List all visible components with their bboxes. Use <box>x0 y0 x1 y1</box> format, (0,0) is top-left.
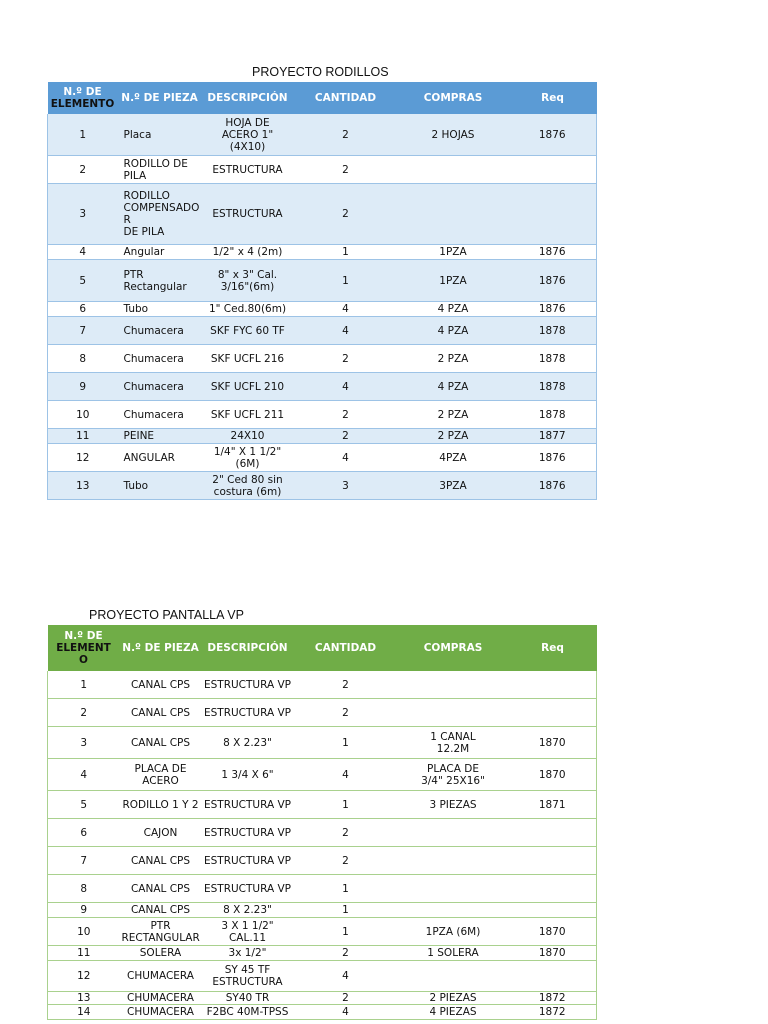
cell-pieza: CANAL CPS <box>120 699 202 727</box>
cell-pieza: CHUMACERA <box>120 1005 202 1020</box>
rodillos-header-row <box>48 82 597 114</box>
cell-cantidad: 2 <box>294 345 398 373</box>
cell-compras <box>398 671 509 699</box>
table-row <box>48 791 597 819</box>
cell-compras <box>398 819 509 847</box>
cell-req: 1876 <box>509 245 597 260</box>
cell-elemento: 10 <box>48 918 120 946</box>
table-row <box>48 992 597 1005</box>
cell-compras: 4 PZA <box>398 302 509 317</box>
cell-descripcion: 1/2" x 4 (2m) <box>202 245 294 260</box>
cell-pieza: PEINE <box>118 429 202 444</box>
table-row <box>48 671 597 699</box>
cell-req: 1878 <box>509 317 597 345</box>
cell-req: 1878 <box>509 345 597 373</box>
cell-cantidad: 2 <box>294 699 398 727</box>
cell-compras: 4 PIEZAS <box>398 1005 509 1020</box>
cell-elemento: 9 <box>48 373 118 401</box>
cell-cantidad: 2 <box>294 114 398 156</box>
cell-elemento: 12 <box>48 444 118 472</box>
cell-pieza: Chumacera <box>118 401 202 429</box>
cell-pieza: CANAL CPS <box>120 727 202 759</box>
table-row <box>48 918 597 946</box>
header-descripcion: DESCRIPCIÓN <box>202 82 294 114</box>
cell-req: 1876 <box>509 472 597 500</box>
cell-pieza: PLACA DE ACERO <box>120 759 202 791</box>
rodillos-table <box>47 82 597 500</box>
cell-compras <box>398 847 509 875</box>
table-row <box>48 699 597 727</box>
cell-elemento: 11 <box>48 429 118 444</box>
cell-req: 1876 <box>509 260 597 302</box>
cell-descripcion: ESTRUCTURA VP <box>202 699 294 727</box>
cell-descripcion: F2BC 40M-TPSS <box>202 1005 294 1020</box>
header-compras: COMPRAS <box>398 82 509 114</box>
cell-descripcion: ESTRUCTURA <box>202 156 294 184</box>
cell-pieza: Angular <box>118 245 202 260</box>
cell-pieza: ANGULAR <box>118 444 202 472</box>
table-row <box>48 444 597 472</box>
cell-elemento: 4 <box>48 759 120 791</box>
cell-req <box>509 903 597 918</box>
table-row <box>48 156 597 184</box>
table-row <box>48 184 597 245</box>
cell-compras <box>398 156 509 184</box>
table-row <box>48 401 597 429</box>
cell-compras: 1 CANAL 12.2M <box>398 727 509 759</box>
cell-req <box>509 961 597 992</box>
cell-cantidad: 2 <box>294 671 398 699</box>
cell-req: 1870 <box>509 918 597 946</box>
cell-descripcion: 1 3/4 X 6" <box>202 759 294 791</box>
cell-cantidad: 1 <box>294 903 398 918</box>
cell-descripcion: ESTRUCTURA VP <box>202 671 294 699</box>
header-pieza: N.º DE PIEZA <box>118 82 202 114</box>
table-row <box>48 472 597 500</box>
header-cantidad: CANTIDAD <box>294 82 398 114</box>
table-row <box>48 245 597 260</box>
cell-descripcion: ESTRUCTURA <box>202 184 294 245</box>
cell-cantidad: 1 <box>294 260 398 302</box>
cell-pieza: CHUMACERA <box>120 992 202 1005</box>
cell-compras <box>398 961 509 992</box>
cell-req: 1872 <box>509 992 597 1005</box>
cell-compras: 1PZA <box>398 260 509 302</box>
table-row <box>48 819 597 847</box>
cell-elemento: 3 <box>48 727 120 759</box>
cell-pieza: CHUMACERA <box>120 961 202 992</box>
cell-compras: 2 PZA <box>398 345 509 373</box>
table-row <box>48 429 597 444</box>
cell-compras: 4PZA <box>398 444 509 472</box>
cell-cantidad: 2 <box>294 992 398 1005</box>
header-elemento: N.º DE ELEMENTO <box>48 82 118 114</box>
cell-pieza: Tubo <box>118 472 202 500</box>
cell-pieza: CANAL CPS <box>120 903 202 918</box>
cell-compras <box>398 184 509 245</box>
cell-descripcion: 3 X 1 1/2" CAL.11 <box>202 918 294 946</box>
cell-compras: 2 HOJAS <box>398 114 509 156</box>
table-row <box>48 727 597 759</box>
cell-pieza: CAJON <box>120 819 202 847</box>
cell-cantidad: 4 <box>294 302 398 317</box>
cell-elemento: 7 <box>48 847 120 875</box>
cell-cantidad: 4 <box>294 444 398 472</box>
table-row <box>48 903 597 918</box>
cell-req: 1877 <box>509 429 597 444</box>
header-req: Req <box>509 82 597 114</box>
cell-req: 1878 <box>509 401 597 429</box>
cell-pieza: Chumacera <box>118 373 202 401</box>
cell-req: 1870 <box>509 727 597 759</box>
pantalla-header-row <box>48 625 597 671</box>
cell-descripcion: 8" x 3" Cal. 3/16"(6m) <box>202 260 294 302</box>
cell-elemento: 8 <box>48 345 118 373</box>
cell-elemento: 4 <box>48 245 118 260</box>
cell-req <box>509 847 597 875</box>
table-row <box>48 260 597 302</box>
cell-descripcion: 24X10 <box>202 429 294 444</box>
rodillos-title: PROYECTO RODILLOS <box>252 65 389 79</box>
cell-compras <box>398 903 509 918</box>
cell-descripcion: 8 X 2.23" <box>202 903 294 918</box>
cell-cantidad: 1 <box>294 727 398 759</box>
cell-req <box>509 699 597 727</box>
cell-elemento: 9 <box>48 903 120 918</box>
cell-elemento: 1 <box>48 114 118 156</box>
cell-elemento: 7 <box>48 317 118 345</box>
cell-descripcion: SKF UCFL 210 <box>202 373 294 401</box>
cell-compras: 4 PZA <box>398 373 509 401</box>
table-row <box>48 961 597 992</box>
table-row <box>48 373 597 401</box>
header-cantidad: CANTIDAD <box>294 625 398 671</box>
cell-pieza: PTR RECTANGULAR <box>121 919 200 944</box>
table-row <box>48 302 597 317</box>
table-row <box>48 317 597 345</box>
cell-descripcion: 1/4" X 1 1/2" (6M) <box>202 444 294 472</box>
cell-descripcion: 8 X 2.23" <box>202 727 294 759</box>
cell-cantidad: 2 <box>294 819 398 847</box>
cell-cantidad: 1 <box>294 791 398 819</box>
cell-compras: 2 PZA <box>398 429 509 444</box>
cell-cantidad: 2 <box>294 184 398 245</box>
cell-compras: 2 PZA <box>398 401 509 429</box>
cell-cantidad: 4 <box>294 317 398 345</box>
cell-compras <box>398 699 509 727</box>
table-row <box>48 345 597 373</box>
cell-elemento: 12 <box>48 961 120 992</box>
cell-elemento: 3 <box>48 184 118 245</box>
cell-cantidad: 4 <box>294 373 398 401</box>
cell-descripcion: SKF UCFL 211 <box>202 401 294 429</box>
cell-descripcion: SKF FYC 60 TF <box>202 317 294 345</box>
cell-descripcion: ESTRUCTURA VP <box>202 847 294 875</box>
cell-req <box>509 156 597 184</box>
cell-compras: 3 PIEZAS <box>398 791 509 819</box>
cell-cantidad: 2 <box>294 847 398 875</box>
cell-pieza: RODILLO COMPENSADO R DE PILA <box>118 184 202 245</box>
pantalla-title: PROYECTO PANTALLA VP <box>89 608 244 622</box>
cell-req: 1878 <box>509 373 597 401</box>
cell-elemento: 5 <box>48 791 120 819</box>
cell-req: 1876 <box>509 444 597 472</box>
pantalla-table <box>47 625 597 1020</box>
cell-elemento: 2 <box>48 699 120 727</box>
cell-compras <box>398 875 509 903</box>
header-pieza: N.º DE PIEZA <box>120 625 202 671</box>
cell-elemento: 6 <box>48 819 120 847</box>
cell-req: 1872 <box>509 1005 597 1020</box>
cell-elemento: 13 <box>48 472 118 500</box>
cell-compras: 1PZA (6M) <box>398 918 509 946</box>
cell-req <box>509 875 597 903</box>
cell-descripcion: HOJA DE ACERO 1" (4X10) <box>202 114 294 156</box>
cell-pieza: Chumacera <box>118 345 202 373</box>
header-elemento: N.º DE ELEMENT O <box>48 625 120 671</box>
cell-req: 1871 <box>509 791 597 819</box>
cell-compras: PLACA DE 3/4" 25X16" <box>398 759 509 791</box>
cell-req <box>509 184 597 245</box>
cell-descripcion: SKF UCFL 216 <box>202 345 294 373</box>
cell-pieza: CANAL CPS <box>120 875 202 903</box>
cell-elemento: 10 <box>48 401 118 429</box>
cell-req <box>509 819 597 847</box>
cell-cantidad: 4 <box>294 759 398 791</box>
header-descripcion: DESCRIPCIÓN <box>202 625 294 671</box>
cell-cantidad: 1 <box>294 918 398 946</box>
cell-elemento: 6 <box>48 302 118 317</box>
cell-cantidad: 1 <box>294 875 398 903</box>
cell-elemento: 14 <box>48 1005 120 1020</box>
cell-req: 1876 <box>509 114 597 156</box>
cell-descripcion: 3x 1/2" <box>202 946 294 961</box>
cell-req <box>509 671 597 699</box>
cell-compras: 4 PZA <box>398 317 509 345</box>
cell-elemento: 5 <box>48 260 118 302</box>
table-row <box>48 759 597 791</box>
cell-descripcion: ESTRUCTURA VP <box>202 791 294 819</box>
header-req: Req <box>509 625 597 671</box>
cell-cantidad: 4 <box>294 961 398 992</box>
table-row <box>48 114 597 156</box>
table-row <box>48 847 597 875</box>
cell-pieza: CANAL CPS <box>120 671 202 699</box>
table-row <box>48 1005 597 1020</box>
cell-descripcion: 2" Ced 80 sin costura (6m) <box>202 472 294 500</box>
cell-req: 1876 <box>509 302 597 317</box>
cell-pieza: Tubo <box>118 302 202 317</box>
cell-pieza: RODILLO 1 Y 2 <box>120 791 202 819</box>
cell-elemento: 13 <box>48 992 120 1005</box>
cell-pieza: Placa <box>118 114 202 156</box>
cell-pieza: CANAL CPS <box>120 847 202 875</box>
cell-descripcion: ESTRUCTURA VP <box>202 875 294 903</box>
cell-elemento: 2 <box>48 156 118 184</box>
cell-cantidad: 2 <box>294 156 398 184</box>
table-row <box>48 946 597 961</box>
cell-cantidad: 2 <box>294 429 398 444</box>
cell-pieza: SOLERA <box>120 946 202 961</box>
cell-cantidad: 1 <box>294 245 398 260</box>
cell-elemento: 1 <box>48 671 120 699</box>
table-row <box>48 875 597 903</box>
cell-compras: 3PZA <box>398 472 509 500</box>
cell-descripcion: SY40 TR <box>202 992 294 1005</box>
cell-cantidad: 2 <box>294 946 398 961</box>
cell-pieza: Chumacera <box>118 317 202 345</box>
cell-cantidad: 4 <box>294 1005 398 1020</box>
cell-pieza: RODILLO DE PILA <box>118 156 202 184</box>
cell-cantidad: 2 <box>294 401 398 429</box>
cell-compras: 1 SOLERA <box>398 946 509 961</box>
cell-descripcion: 1" Ced.80(6m) <box>202 302 294 317</box>
cell-cantidad: 3 <box>294 472 398 500</box>
cell-descripcion: SY 45 TF ESTRUCTURA <box>202 961 294 992</box>
cell-descripcion: ESTRUCTURA VP <box>202 819 294 847</box>
cell-compras: 2 PIEZAS <box>398 992 509 1005</box>
cell-compras: 1PZA <box>398 245 509 260</box>
cell-req: 1870 <box>509 759 597 791</box>
header-compras: COMPRAS <box>398 625 509 671</box>
cell-elemento: 11 <box>48 946 120 961</box>
cell-req: 1870 <box>509 946 597 961</box>
cell-elemento: 8 <box>48 875 120 903</box>
cell-pieza: PTR Rectangular <box>118 260 202 302</box>
